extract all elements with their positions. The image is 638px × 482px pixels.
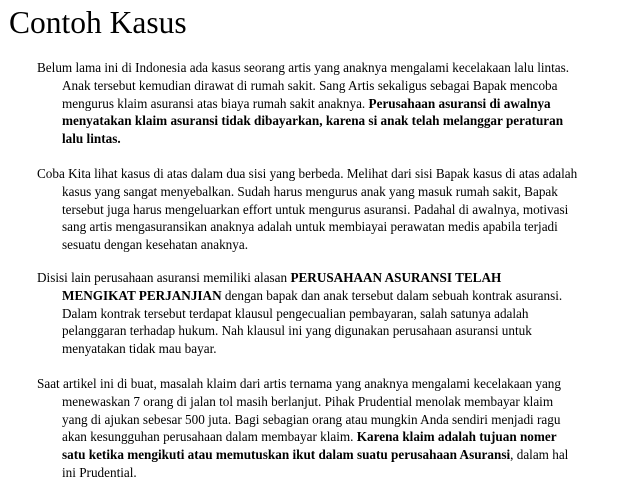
text-segment: menyatakan tidak mau bayar.	[62, 341, 217, 357]
bold-text-segment: Perusahaan asuransi di awalnya	[368, 95, 551, 111]
text-segment: mengurus klaim asuransi atas biaya rumah sakit anaknya.	[62, 95, 369, 111]
paragraph-line	[37, 305, 623, 323]
bold-text-segment: satu ketika mengikuti atau memutuskan ikut dalam suatu perusahaan Asuransi	[62, 447, 511, 463]
slide-title: Contoh Kasus	[9, 5, 187, 40]
paragraph-line	[37, 183, 623, 201]
paragraph-line	[37, 287, 623, 305]
paragraph-4	[37, 375, 623, 482]
text-segment: , dalam hal	[510, 447, 569, 463]
paragraph-line	[37, 95, 623, 113]
text-segment: Anak tersebut kemudian dirawat di rumah sakit. Sang Artis sekaligus sebagai Bapak mencoba	[62, 77, 558, 93]
paragraph-line	[37, 236, 623, 254]
paragraph-line	[37, 446, 623, 464]
text-segment: sesuatu dengan kesehatan anaknya.	[62, 237, 249, 253]
bold-text-segment: Karena klaim adalah tujuan nomer	[356, 429, 557, 445]
paragraph-line	[37, 112, 623, 130]
paragraph-line	[37, 59, 623, 77]
paragraph-line	[37, 130, 623, 148]
paragraph-line	[37, 77, 623, 95]
paragraph-2	[37, 165, 623, 254]
text-segment: akan kesungguhan perusahaan dalam membayar klaim.	[62, 429, 357, 445]
text-segment: tersebut juga harus mengeluarkan effort untuk mengurus asuransi. Padahal di awalnya, motivasi	[62, 201, 569, 217]
text-segment: dengan bapak dan anak tersebut dalam sebuah kontrak asuransi.	[221, 287, 563, 303]
paragraph-line	[37, 165, 623, 183]
paragraph-line	[37, 411, 623, 429]
text-segment: Dalam kontrak tersebut terdapat klausul pengecualian pembayaran, salah satunya adalah	[62, 305, 529, 321]
text-segment: yang di ajukan sebesar 500 juta. Bagi sebagian orang atau mungkin Anda sendiri menjadi ragu	[62, 411, 561, 427]
bold-text-segment: MENGIKAT PERJANJIAN	[62, 287, 222, 303]
paragraph-line	[37, 340, 623, 358]
paragraph-1	[37, 59, 623, 148]
bold-text-segment: menyatakan klaim asuransi tidak dibayarkan, karena si anak telah melanggar peraturan	[62, 113, 564, 129]
text-segment: menewaskan 7 orang di jalan tol masih berlanjut. Pihak Prudential menolak membayar klaim	[62, 393, 554, 409]
paragraph-line	[37, 269, 623, 287]
text-segment: Disisi lain perusahaan asuransi memiliki alasan	[37, 270, 291, 285]
text-segment: ini Prudential.	[62, 464, 137, 480]
text-segment: Saat artikel ini di buat, masalah klaim dari artis ternama yang anaknya mengalami kecelakaan yang	[37, 376, 561, 391]
text-segment: Coba Kita lihat kasus di atas dalam dua sisi yang berbeda. Melihat dari sisi Bapak kasus di atas adalah	[37, 166, 578, 181]
paragraph-line	[37, 375, 623, 393]
paragraph-line	[37, 428, 623, 446]
paragraph-3	[37, 269, 623, 358]
paragraph-line	[37, 201, 623, 219]
text-segment: Belum lama ini di Indonesia ada kasus seorang artis yang anaknya mengalami kecelakaan lalu lintas.	[37, 60, 570, 75]
text-segment: pelanggaran terhadap hukum. Nah klausul ini yang digunakan perusahaan asuransi untuk	[62, 323, 532, 339]
text-segment: kasus yang sangat menyebalkan. Sudah harus mengurus anak yang masuk rumah sakit, Bapak	[62, 183, 558, 199]
text-segment: sang artis mengasuransikan anaknya adalah untuk membiayai perawatan medis apabila terjadi	[62, 219, 558, 235]
bold-text-segment: lalu lintas.	[62, 131, 121, 147]
paragraph-line	[37, 464, 623, 482]
paragraph-line	[37, 322, 623, 340]
bold-text-segment: PERUSAHAAN ASURANSI TELAH	[290, 270, 502, 285]
paragraph-line	[37, 218, 623, 236]
paragraph-line	[37, 393, 623, 411]
